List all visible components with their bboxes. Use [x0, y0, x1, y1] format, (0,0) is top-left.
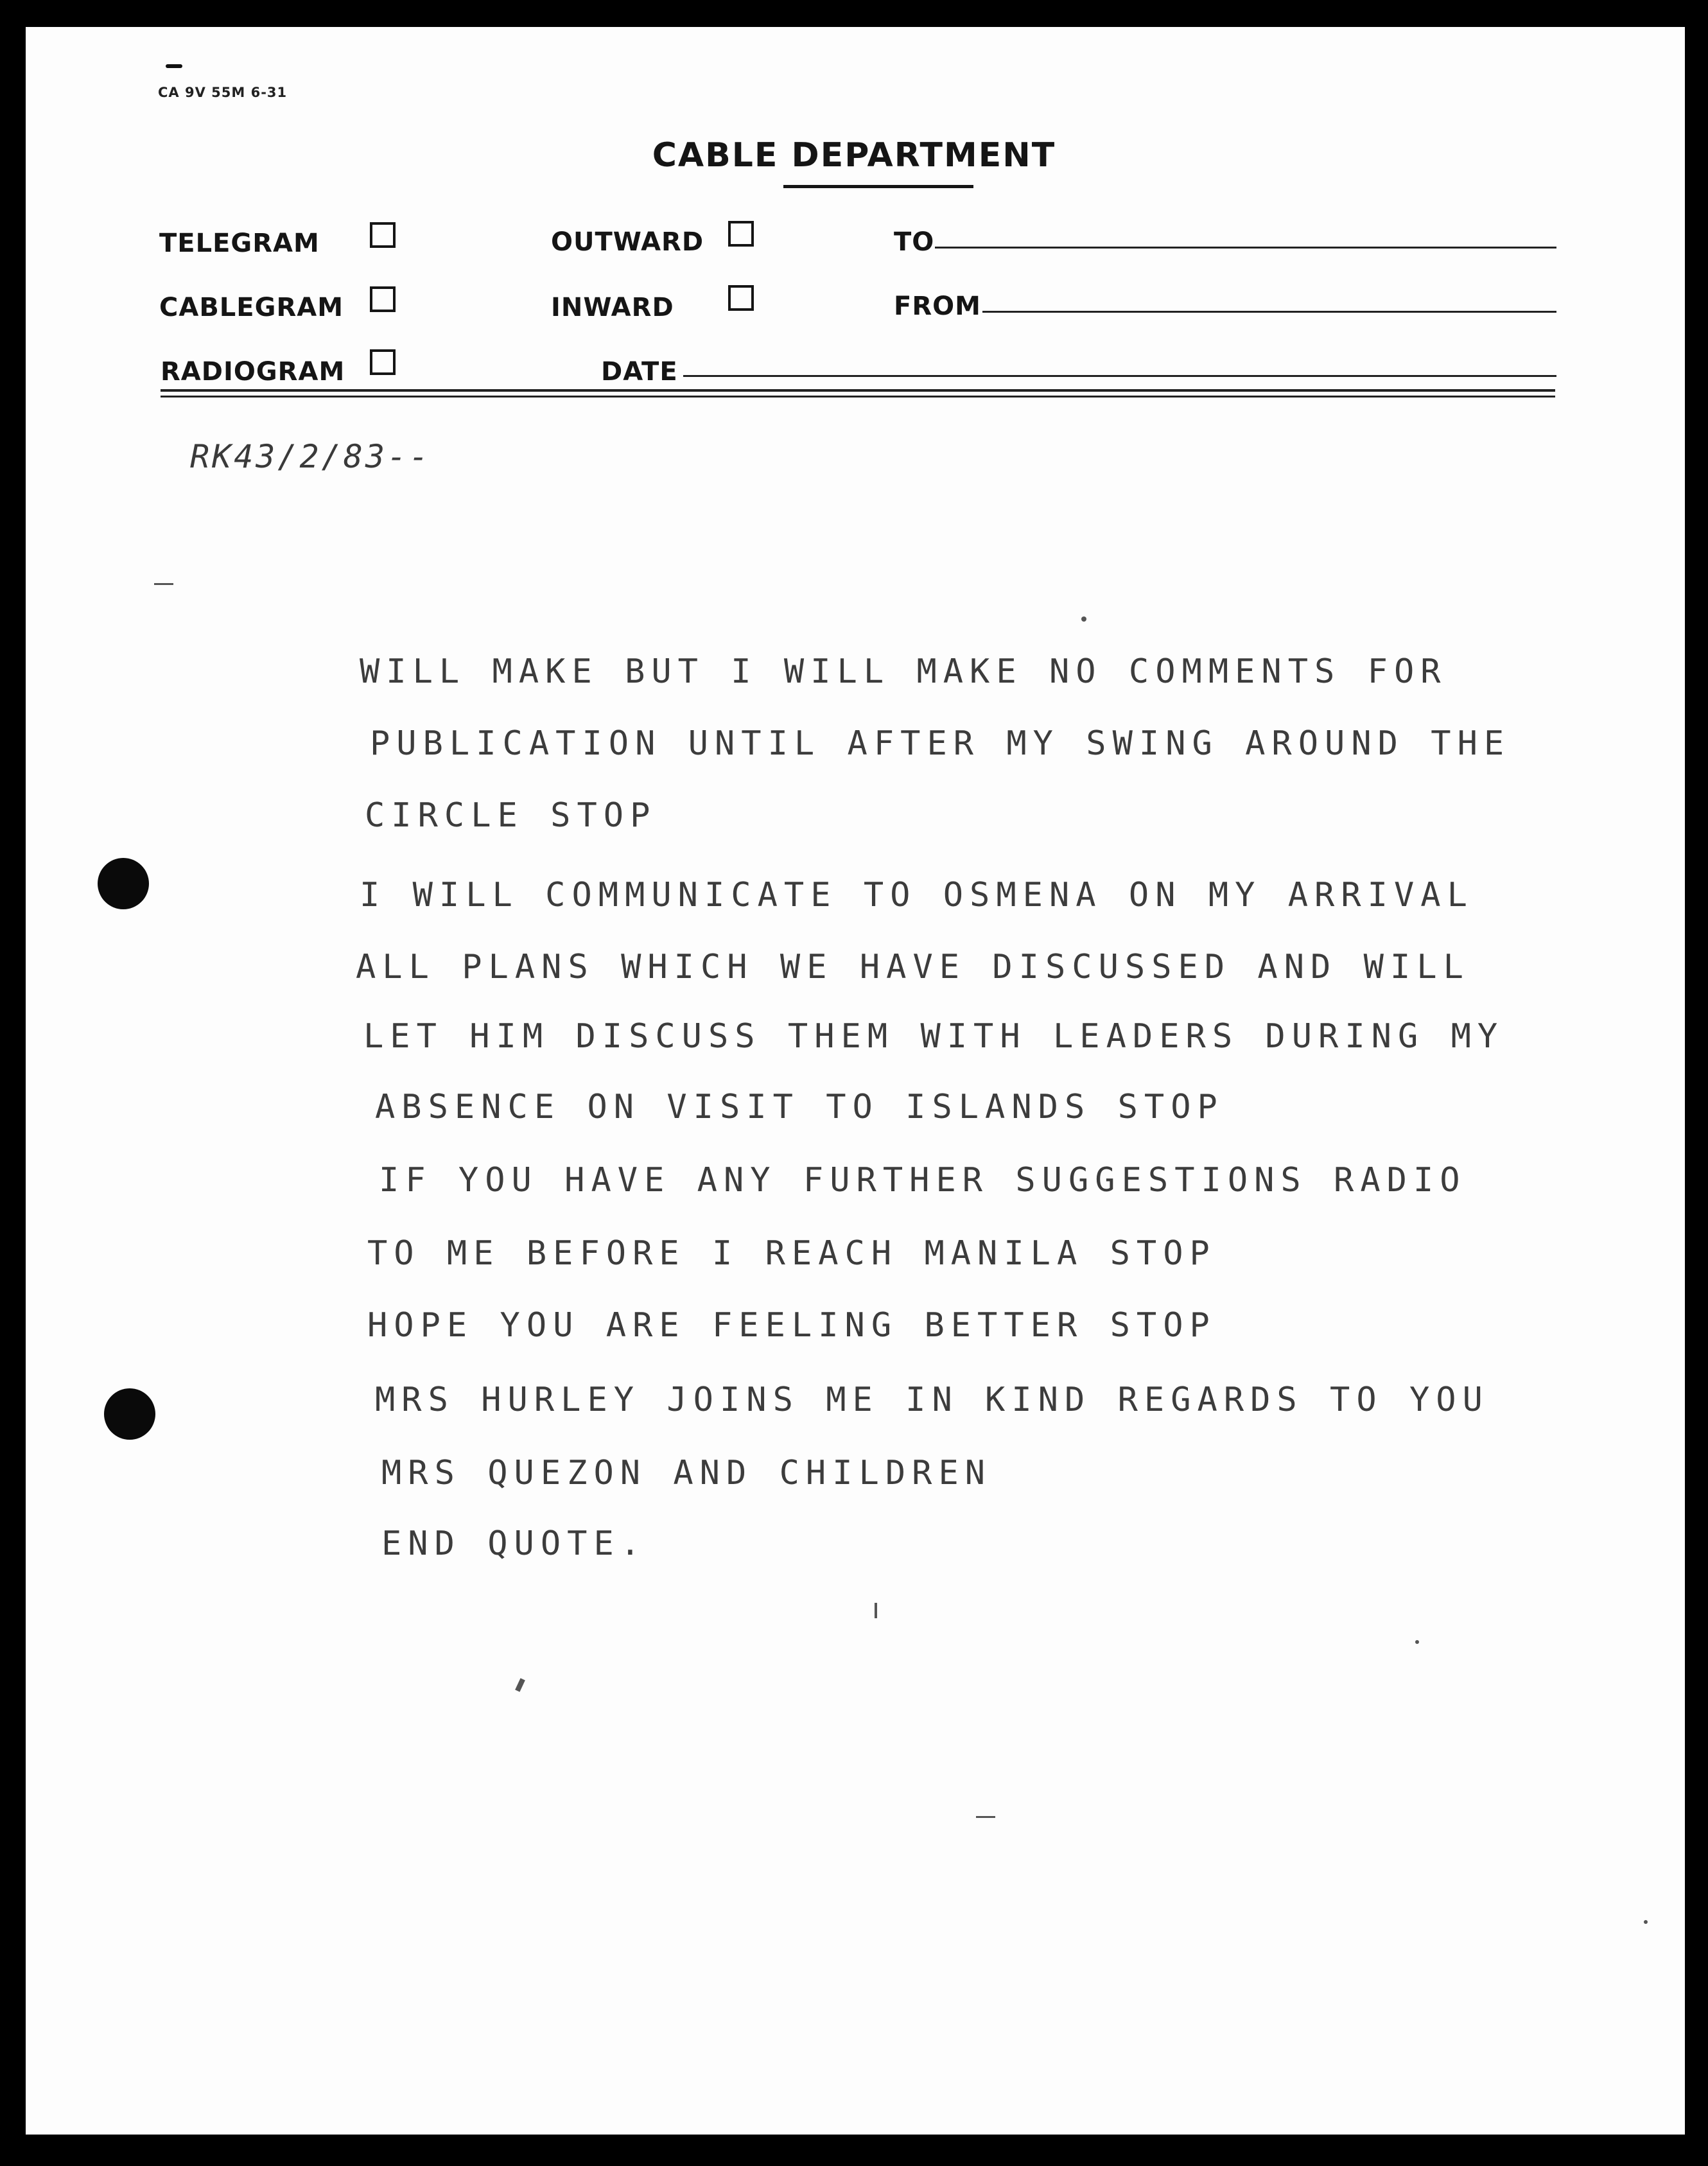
telegram-checkbox[interactable]: [370, 222, 396, 248]
from-field[interactable]: [982, 311, 1556, 313]
scan-speck: [1081, 616, 1086, 622]
message-line: END QUOTE.: [381, 1524, 647, 1563]
scan-speck: [976, 1816, 995, 1818]
header-rule-top: [161, 389, 1555, 392]
radiogram-label: RADIOGRAM: [161, 357, 345, 387]
cablegram-checkbox[interactable]: [370, 286, 396, 312]
reference-number: RK43/2/83--: [190, 438, 431, 475]
cable-form-sheet: [26, 27, 1685, 2135]
scan-speck: [1644, 1920, 1648, 1924]
message-line: ALL PLANS WHICH WE HAVE DISCUSSED AND WILL: [356, 948, 1470, 986]
scan-speck: [875, 1603, 877, 1618]
form-title: CABLE DEPARTMENT: [652, 136, 1056, 175]
message-line: TO ME BEFORE I REACH MANILA STOP: [367, 1234, 1216, 1273]
punch-hole-bottom: [104, 1388, 155, 1440]
message-line: I WILL COMMUNICATE TO OSMENA ON MY ARRIVAL: [360, 876, 1474, 914]
message-line: HOPE YOU ARE FEELING BETTER STOP: [367, 1306, 1216, 1345]
header-rule-bottom: [161, 396, 1555, 397]
scan-speck: [1415, 1640, 1419, 1644]
title-underline: [783, 185, 973, 188]
outward-label: OUTWARD: [551, 227, 704, 257]
message-line: LET HIM DISCUSS THEM WITH LEADERS DURING MY: [363, 1017, 1504, 1056]
date-field[interactable]: [683, 375, 1556, 377]
to-field[interactable]: [935, 247, 1556, 249]
inward-checkbox[interactable]: [728, 285, 754, 311]
punch-hole-top: [98, 858, 149, 909]
to-label: TO: [894, 227, 935, 257]
inward-label: INWARD: [551, 293, 674, 322]
cablegram-label: CABLEGRAM: [159, 293, 344, 322]
from-label: FROM: [894, 292, 981, 321]
message-line: MRS HURLEY JOINS ME IN KIND REGARDS TO YOU: [375, 1381, 1489, 1419]
message-line: ABSENCE ON VISIT TO ISLANDS STOP: [375, 1088, 1224, 1126]
message-line: MRS QUEZON AND CHILDREN: [381, 1454, 992, 1492]
outward-checkbox[interactable]: [728, 221, 754, 247]
message-line: PUBLICATION UNTIL AFTER MY SWING AROUND THE: [370, 724, 1511, 763]
scan-speck: [154, 583, 173, 585]
form-code: CA 9V 55M 6-31: [158, 85, 288, 100]
form-code-mark: [166, 64, 182, 68]
date-label: DATE: [601, 357, 678, 387]
message-line: WILL MAKE BUT I WILL MAKE NO COMMENTS FOR: [360, 652, 1447, 691]
radiogram-checkbox[interactable]: [370, 349, 396, 375]
message-line: IF YOU HAVE ANY FURTHER SUGGESTIONS RADIO: [379, 1161, 1467, 1200]
telegram-label: TELEGRAM: [159, 229, 320, 258]
message-line: CIRCLE STOP: [365, 796, 657, 835]
